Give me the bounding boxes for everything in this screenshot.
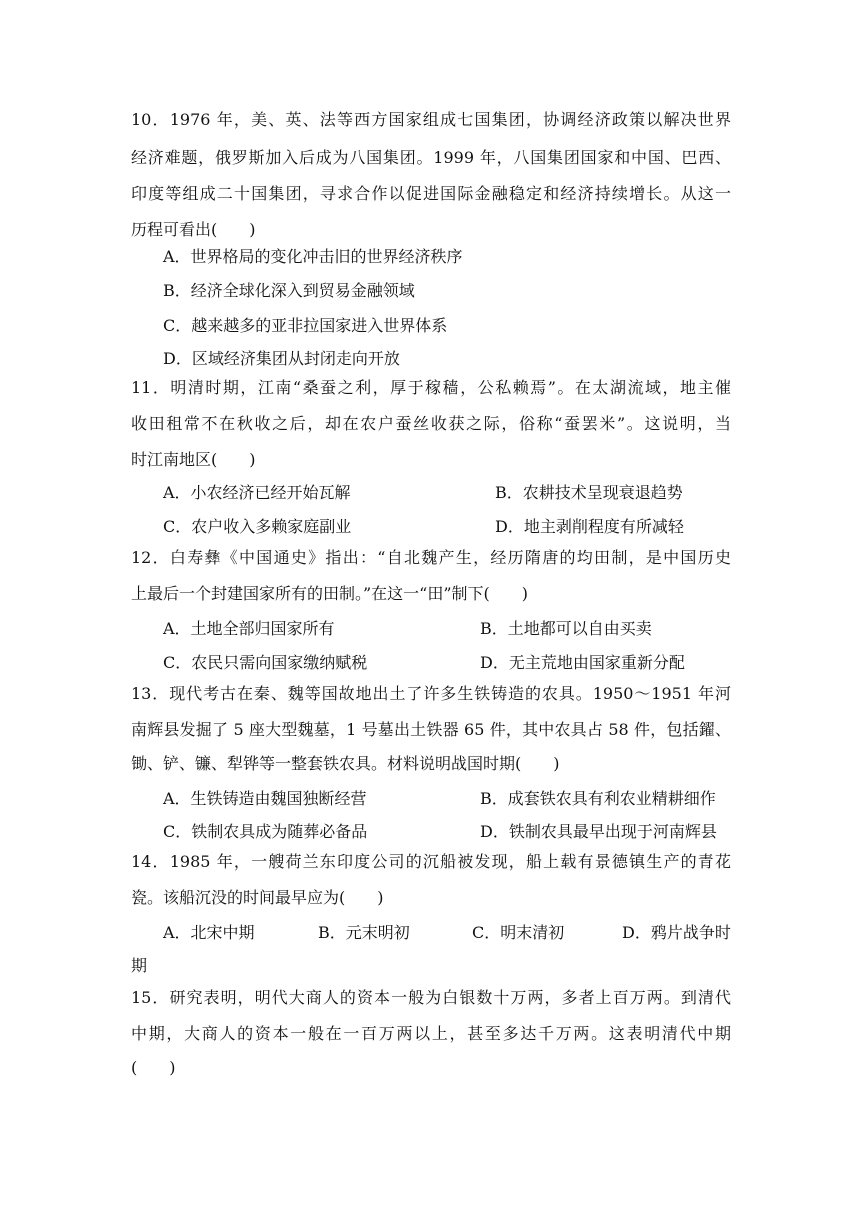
q13-option-d: D．铁制农具最早出现于河南辉县 <box>480 822 717 841</box>
q11-option-d: D．地主剥削程度有所减轻 <box>495 517 684 536</box>
q12-stem-line-2: 上最后一个封建国家所有的田制。”在这一“田”制下( ) <box>131 584 529 603</box>
q11-stem-line-3: 时江南地区( ) <box>131 450 256 469</box>
q12-option-d: D．无主荒地由国家重新分配 <box>480 653 685 672</box>
q12-option-b: B．土地都可以自由买卖 <box>480 619 652 638</box>
q14-option-d: D．鸦片战争时 <box>622 923 731 942</box>
q13-stem-line-1: 13．现代考古在秦、魏等国故地出土了许多生铁铸造的农具。1950～1951 年河 <box>131 684 731 703</box>
q10-option-c: C．越来越多的亚非拉国家进入世界体系 <box>163 316 448 335</box>
q15-stem-line-2: 中期，大商人的资本一般在一百万两以上，甚至多达千万两。这表明清代中期 <box>131 1024 731 1043</box>
q14-option-b: B．元末明初 <box>318 923 410 942</box>
q12-option-c: C．农民只需向国家缴纳赋税 <box>163 653 368 672</box>
q10-stem-line-3: 印度等组成二十国集团，寻求合作以促进国际金融稳定和经济持续增长。从这一 <box>131 184 731 203</box>
q13-option-a: A．生铁铸造由魏国独断经营 <box>163 789 367 808</box>
q11-option-b: B．农耕技术呈现衰退趋势 <box>495 483 683 502</box>
q10-stem-line-4: 历程可看出( ) <box>131 220 256 239</box>
q14-option-c: C．明末清初 <box>472 923 565 942</box>
q11-stem-line-2: 收田租常不在秋收之后，却在农户蚕丝收获之际，俗称“蚕罢米”。这说明，当 <box>131 414 731 433</box>
q11-stem-line-1: 11．明清时期，江南“桑蚕之利，厚于稼穑，公私赖焉”。在太湖流域，地主催 <box>131 378 731 397</box>
q13-option-c: C．铁制农具成为随葬必备品 <box>163 822 368 841</box>
q14-stem-line-2: 瓷。该船沉没的时间最早应为( ) <box>131 888 384 907</box>
q10-option-a: A．世界格局的变化冲击旧的世界经济秩序 <box>163 247 463 266</box>
q10-option-b: B．经济全球化深入到贸易金融领域 <box>163 281 415 300</box>
q10-stem-line-2: 经济难题，俄罗斯加入后成为八国集团。1999 年，八国集团国家和中国、巴西、 <box>131 148 731 167</box>
q12-option-a: A．土地全部归国家所有 <box>163 619 335 638</box>
q10-stem-line-1: 10．1976 年，美、英、法等西方国家组成七国集团，协调经济政策以解决世界 <box>131 110 731 129</box>
q13-option-b: B．成套铁农具有利农业精耕细作 <box>480 789 716 808</box>
q14-stem-line-1: 14．1985 年，一艘荷兰东印度公司的沉船被发现，船上载有景德镇生产的青花 <box>131 852 731 871</box>
q15-stem-line-1: 15．研究表明，明代大商人的资本一般为白银数十万两，多者上百万两。到清代 <box>131 988 731 1007</box>
q10-option-d: D．区域经济集团从封闭走向开放 <box>163 349 400 368</box>
q15-stem-line-3: ( ) <box>131 1058 176 1077</box>
q11-option-c: C．农户收入多赖家庭副业 <box>163 517 352 536</box>
q11-option-a: A．小农经济已经开始瓦解 <box>163 483 351 502</box>
q14-option-a: A．北宋中期 <box>163 923 255 942</box>
q12-stem-line-1: 12．白寿彝《中国通史》指出：“自北魏产生，经历隋唐的均田制，是中国历史 <box>131 548 731 567</box>
q14-option-d-wrap: 期 <box>131 956 148 975</box>
q13-stem-line-2: 南辉县发掘了 5 座大型魏墓，1 号墓出土铁器 65 件，其中农具占 58 件，包括鑃、 <box>131 720 731 739</box>
q13-stem-line-3: 锄、铲、镰、犁铧等一整套铁农具。材料说明战国时期( ) <box>131 754 560 773</box>
